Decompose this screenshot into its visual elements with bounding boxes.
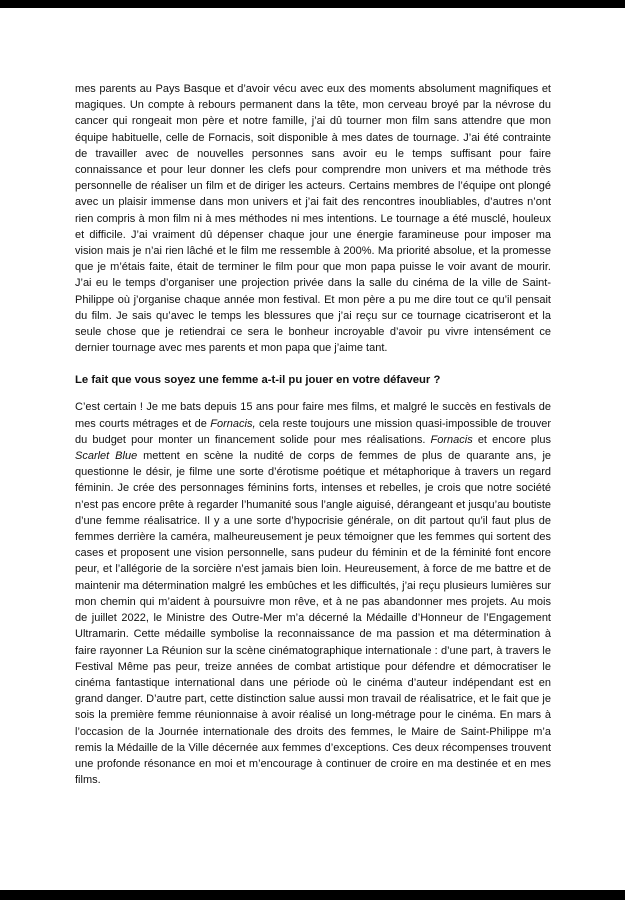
answer-text-4: mettent en scène la nudité de corps de femmes de plus de quarante ans, je questionne le désir, je filme une sorte d’érotisme poétique et métaphorique à travers un regard féminin. Je crée des personnages féminins forts, intenses et rebelles, je crois que notre société n’est pas encore prête à regarder l’humanité sous l’angle aiguisé, dérangeant et jusqu’au boutiste d’une femme réalisatrice. Il y a une sorte d’hypocrisie générale, on dit partout qu’il faut plus de femmes derrière la caméra, malheureusement je peux témoigner que les femmes qui sortent des cases et proposent une vision personnelle, sans pudeur du féminin et de la féminité font encore peur, et l’allégorie de la sorcière n’est jamais bien loin. Heureusement, à force de me battre et de maintenir ma détermination malgré les embûches et les difficultés, j’ai reçu plusieurs lumières sur mon chemin qui m’aident à poursuivre mon rêve, et à ne pas abandonner mes projets. Au mois de juillet 2022, le Ministre des Outre-Mer m’a décerné la Médaille d’Honneur de l’Engagement Ultramarin. Cette médaille symbolise la reconnaissance de ma passion et ma détermination à faire rayonner La Réunion sur la scène cinématographique internationale : d’une part, à travers le Festival Même pas peur, treize années de combat artistique pour défendre et démocratiser le cinéma fantastique international dans une période où le cinéma d’auteur indépendant est en grand danger. D’autre part, cette distinction salue aussi mon travail de réalisatrice, et le fait que je sois la première femme réunionnaise à avoir réalisé un long-métrage pour le cinéma. En mars à l’occasion de la Journée internationale des droits des femmes, le Maire de Saint-Philippe m’a remis la Médaille de la Ville décernée aux femmes d’exceptions. Ces deux récompenses trouvent une profonde résonance en moi et m’encourage à continuer de croire en ma destinée et en mes films. (75, 450, 552, 787)
answer-text-2: cela reste toujours une mission quasi-impossible de trouver du budget pour monter un financement solide pour mes réalisations. (75, 417, 551, 446)
body-paragraph-1: mes parents au Pays Basque et d’avoir vécu avec eux des moments absolument magnifiques et magiques. Un compte à rebours permanent dans la tête, mon cerveau broyé par la névrose du cancer qui rongeait mon père et notre famille, j’ai dû tourner mon film sans attendre que mon équipe habituelle, celle de Fornacis, soit disponible à mes dates de tournage. J’ai été contrainte de travailler avec de nouvelles personnes sans avoir eu le temps suffisant pour faire connaissance et pour leur donner les clefs pour comprendre mon univers et ma méthode très personnelle de réaliser un film et de diriger les acteurs. Certains membres de l’équipe ont plongé avec un plaisir immense dans mon univers et j’ai fait des rencontres inoubliables, d’autres n’ont rien compris à mon film ni à mes méthodes ni mes intentions. Le tournage a été musclé, houleux et difficile. J’ai vraiment dû dépenser chaque jour une énergie faramineuse pour imposer ma vision mais je n’ai rien lâché et le film me ressemble à 200%. Ma priorité absolue, et la promesse que je m’étais faite, était de terminer le film pour que mon papa puisse le voir avant de mourir. J’ai eu le temps d’organiser une projection privée dans la salle du cinéma de la ville de Saint-Philippe où j’organise chaque année mon festival. Et mon père a pu me dire tout ce qu’il pensait du film. Je sais qu’avec le temps les blessures que j’ai reçu sur ce tournage cicatriseront et la seule chose que je retiendrai ce sera le bonheur incroyable d’avoir pu vivre intensément ce dernier tournage avec mes parents et mon papa que j’aime tant. (75, 83, 551, 355)
answer-text-1: C’est certain ! Je me bats depuis 15 ans pour faire mes films, et malgré le succès en festivals de mes courts métrages et de (75, 401, 551, 430)
answer-text-3: et encore plus (472, 433, 552, 446)
film-title-scarlet-blue: Scarlet Blue (75, 450, 138, 463)
bottom-border-bar (0, 890, 625, 900)
body-paragraph-2 (75, 399, 551, 788)
film-title-fornacis-2: Fornacis (430, 433, 473, 446)
film-title-fornacis: Fornacis, (210, 417, 256, 430)
top-border-bar (0, 0, 625, 8)
interview-question-heading: Le fait que vous soyez une femme a-t-il pu jouer en votre défaveur ? (75, 374, 441, 387)
document-page (75, 81, 551, 788)
